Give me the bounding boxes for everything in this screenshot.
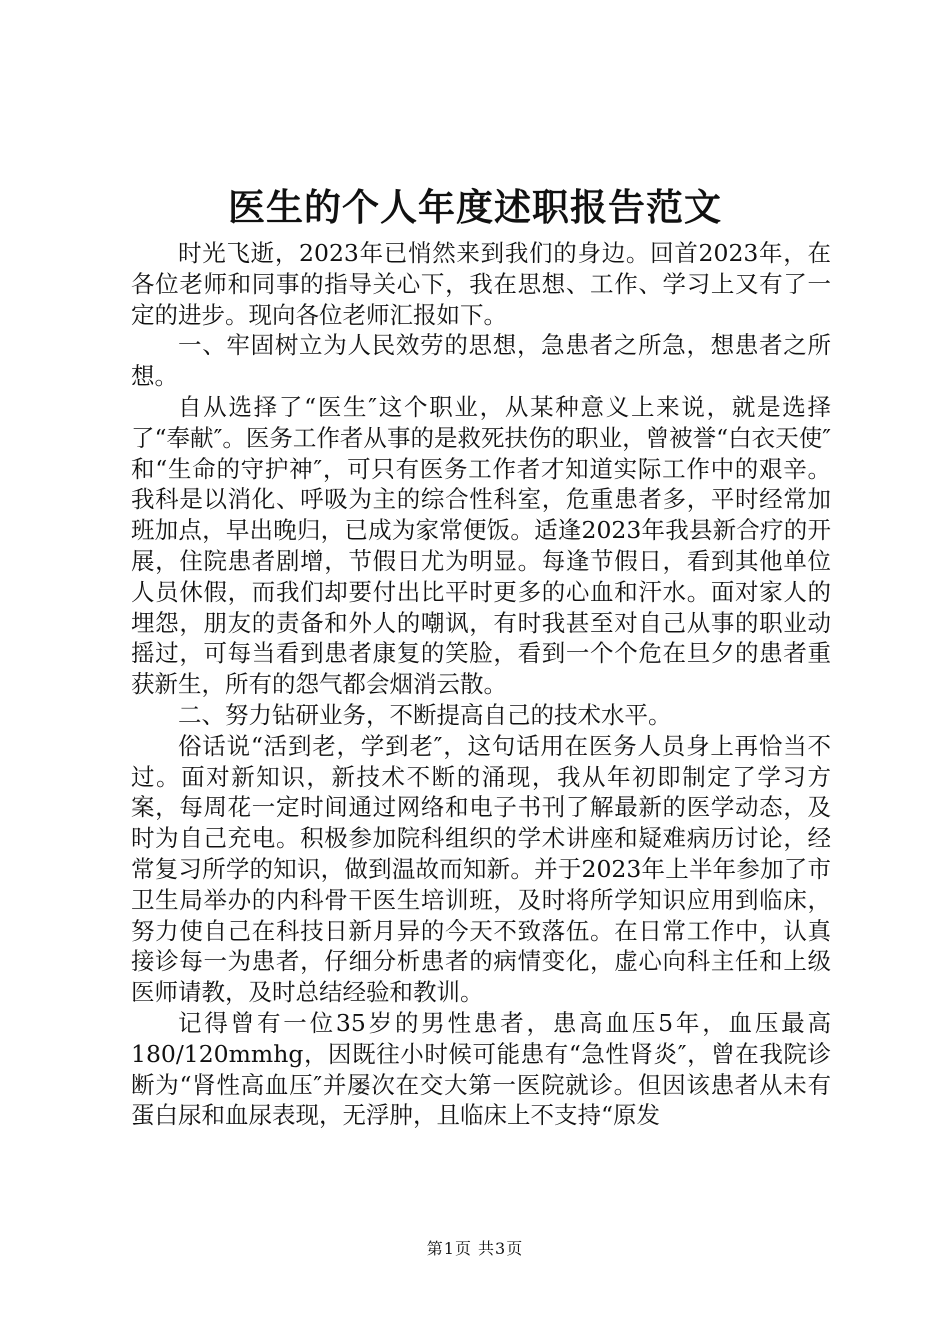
paragraph-study: 俗话说“活到老，学到老″，这句话用在医务人员身上再恰当不过。面对新知识，新技术不断的涌现，我从年初即制定了学习方案，每周花一定时间通过网络和电子书刊了解最新的医学动态，及时为自己充电。积极参加院科组织的学术讲座和疑难病历讨论，经常复习所学的知识，做到温故而知新。并于2023年上半年参加了市卫生局举办的内科骨干医生培训班，及时将所学知识应用到临床，努力使自己在科技日新月异的今天不致落伍。在日常工作中，认真接诊每一为患者，仔细分析患者的病情变化，虚心向科主任和上级医师请教，及时总结经验和教训。 bbox=[131, 731, 831, 1007]
document-title: 医生的个人年度述职报告范文 bbox=[228, 186, 722, 229]
document-body bbox=[131, 238, 831, 1131]
paragraph-case: 记得曾有一位35岁的男性患者，患高血压5年，血压最高180/120mmhg，因既往小时候可能患有“急性肾炎″，曾在我院诊断为“肾性高血压″并屡次在交大第一医院就诊。但因该患者从未有蛋白尿和血尿表现，无浮肿，且临床上不支持“原发 bbox=[131, 1008, 831, 1130]
section-heading-2: 二、努力钻研业务，不断提高自己的技术水平。 bbox=[178, 700, 672, 729]
page-number-footer: 第1页 共3页 bbox=[426, 1239, 524, 1258]
section-heading-1: 一、牢固树立为人民效劳的思想，急患者之所急，想患者之所想。 bbox=[131, 331, 831, 391]
paragraph-dedication: 自从选择了“医生″这个职业，从某种意义上来说，就是选择了“奉献″。医务工作者从事的是救死扶伤的职业，曾被誉“白衣天使″和“生命的守护神″，可只有医务工作者才知道实际工作中的艰辛。我科是以消化、呼吸为主的综合性科室，危重患者多，平时经常加班加点，早出晚归，已成为家常便饭。适逢2023年我县新合疗的开展，住院患者剧增，节假日尤为明显。每逢节假日，看到其他单位人员休假，而我们却要付出比平时更多的心血和汗水。面对家人的埋怨，朋友的责备和外人的嘲讽，有时我甚至对自己从事的职业动摇过，可每当看到患者康复的笑脸，看到一个个危在旦夕的患者重获新生，所有的怨气都会烟消云散。 bbox=[131, 392, 831, 699]
paragraph-intro: 时光飞逝，2023年已悄然来到我们的身边。回首2023年，在各位老师和同事的指导关心下，我在思想、工作、学习上又有了一定的进步。现向各位老师汇报如下。 bbox=[131, 239, 831, 329]
